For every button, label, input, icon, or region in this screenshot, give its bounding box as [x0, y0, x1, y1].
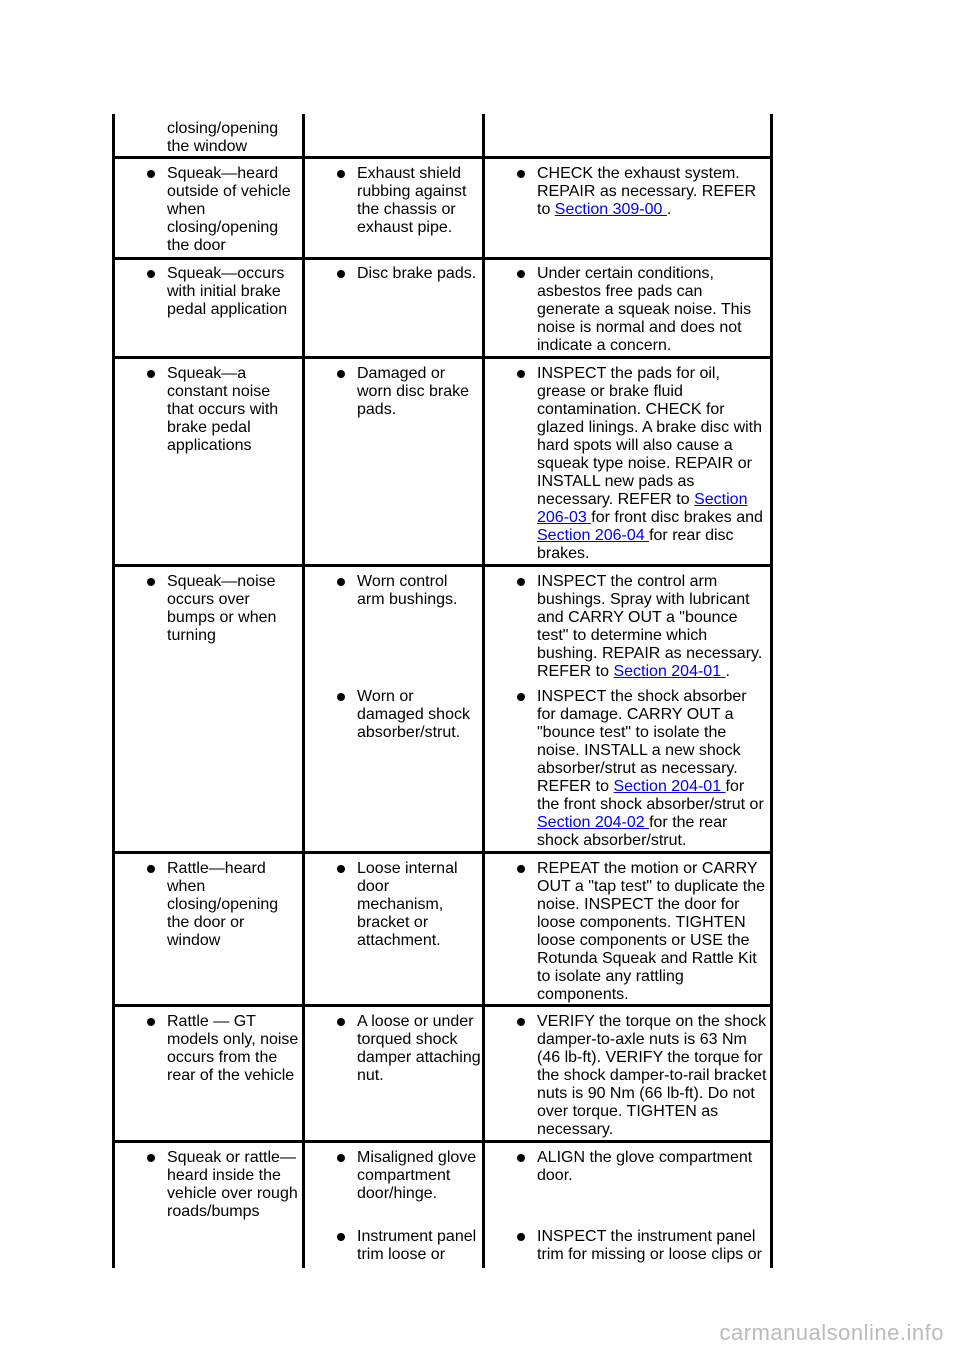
- row-divider: [113, 564, 773, 567]
- list-item: Exhaust shield rubbing against the chassis or exhaust pipe.: [337, 165, 481, 237]
- section-link[interactable]: Section 309-00: [554, 201, 667, 218]
- list-item: Squeak—noise occurs over bumps or when turning: [147, 573, 289, 645]
- section-link[interactable]: Section 204-01: [613, 663, 726, 680]
- symptom-cell: closing/opening the window: [167, 120, 279, 155]
- section-link[interactable]: Section 206-04: [537, 527, 650, 544]
- action-cell: [517, 1013, 769, 1139]
- list-item: ALIGN the glove compartment door.: [517, 1149, 757, 1185]
- cause-cell: [337, 1228, 481, 1264]
- table-border-col3: [482, 114, 485, 1268]
- list-item: Instrument panel trim loose or: [337, 1228, 481, 1264]
- action-cell: [517, 1149, 757, 1185]
- table-border-left: [112, 114, 115, 1268]
- cause-cell: [337, 1013, 481, 1085]
- list-item: A loose or under torqued shock damper attaching nut.: [337, 1013, 481, 1085]
- list-item: Rattle — GT models only, noise occurs from the rear of the vehicle: [147, 1013, 299, 1085]
- symptom-cell: [147, 165, 299, 255]
- action-cell: [517, 688, 769, 850]
- section-link[interactable]: Section 204-02: [537, 814, 650, 831]
- list-item: INSPECT the instrument panel trim for missing or loose clips or: [517, 1228, 769, 1264]
- symptom-cell: [147, 265, 299, 319]
- list-item: REPEAT the motion or CARRY OUT a "tap test" to duplicate the noise. INSPECT the door for loose components. TIGHTEN loose components or USE the Rotunda Squeak and Rattle Kit to isolate any rattling components.: [517, 860, 769, 1004]
- section-link[interactable]: Section 204-01: [613, 778, 726, 795]
- list-item: Misaligned glove compartment door/hinge.: [337, 1149, 481, 1203]
- list-item: Loose internal door mechanism, bracket or attachment.: [337, 860, 477, 950]
- list-item: Squeak—heard outside of vehicle when closing/opening the door: [147, 165, 299, 255]
- cause-cell: [337, 165, 481, 237]
- cause-cell: [337, 688, 477, 742]
- table-border-col2: [302, 114, 305, 1268]
- symptom-cell: [147, 860, 289, 950]
- list-item: Worn or damaged shock absorber/strut.: [337, 688, 477, 742]
- row-divider: [113, 1004, 773, 1007]
- list-item: Damaged or worn disc brake pads.: [337, 365, 477, 419]
- section-link[interactable]: Section 206-03: [537, 491, 748, 526]
- symptom-cell: [147, 573, 289, 645]
- cause-cell: [337, 265, 481, 283]
- list-item: Rattle—heard when closing/opening the door or window: [147, 860, 289, 950]
- watermark: carmanualsonline.info: [719, 1320, 944, 1345]
- row-divider: [113, 257, 773, 260]
- row-divider: [113, 1140, 773, 1143]
- action-cell: [517, 1228, 769, 1264]
- row-divider: [113, 356, 773, 359]
- table-border-right: [770, 114, 773, 1268]
- list-item: Worn control arm bushings.: [337, 573, 477, 609]
- list-item: Squeak—occurs with initial brake pedal application: [147, 265, 299, 319]
- list-item: Under certain conditions, asbestos free pads can generate a squeak noise. This noise is normal and does not indicate a concern.: [517, 265, 757, 355]
- list-item: INSPECT the control arm bushings. Spray with lubricant and CARRY OUT a "bounce test" to determine which bushing. REPAIR as necessary. REFER to Section 204-01 .: [517, 573, 769, 681]
- symptom-cell: [147, 1149, 301, 1221]
- row-divider: [113, 156, 773, 159]
- cause-cell: [337, 1149, 481, 1203]
- action-cell: [517, 265, 757, 355]
- cause-cell: [337, 573, 477, 609]
- list-item: INSPECT the pads for oil, grease or brake fluid contamination. CHECK for glazed linings. A brake disc with hard spots will also cause a squeak type noise. REPAIR or INSTALL new pads as necessary. REFER to Section 206-03 for front disc brakes and Section 206-04 for rear disc brakes.: [517, 365, 769, 563]
- list-item: CHECK the exhaust system. REPAIR as necessary. REFER to Section 309-00 .: [517, 165, 769, 219]
- symptom-cell: [147, 365, 289, 455]
- action-cell: [517, 165, 769, 219]
- symptom-cell: [147, 1013, 299, 1085]
- list-item: VERIFY the torque on the shock damper-to-axle nuts is 63 Nm (46 lb-ft). VERIFY the torque for the shock damper-to-rail bracket nuts is 90 Nm (66 lb-ft). Do not over torque. TIGHTEN as necessary.: [517, 1013, 769, 1139]
- row-divider: [113, 851, 773, 854]
- list-item: Squeak or rattle—heard inside the vehicle over rough roads/bumps: [147, 1149, 301, 1221]
- action-cell: [517, 573, 769, 681]
- action-cell: [517, 860, 769, 1004]
- cause-cell: [337, 365, 477, 419]
- list-item: INSPECT the shock absorber for damage. CARRY OUT a "bounce test" to isolate the noise. INSTALL a new shock absorber/strut as necessary. REFER to Section 204-01 for the front shock absorber/strut or Section 204-02 for the rear shock absorber/strut.: [517, 688, 769, 850]
- list-item: Squeak—a constant noise that occurs with brake pedal applications: [147, 365, 289, 455]
- cause-cell: [337, 860, 477, 950]
- list-item: Disc brake pads.: [337, 265, 481, 283]
- action-cell: [517, 365, 769, 563]
